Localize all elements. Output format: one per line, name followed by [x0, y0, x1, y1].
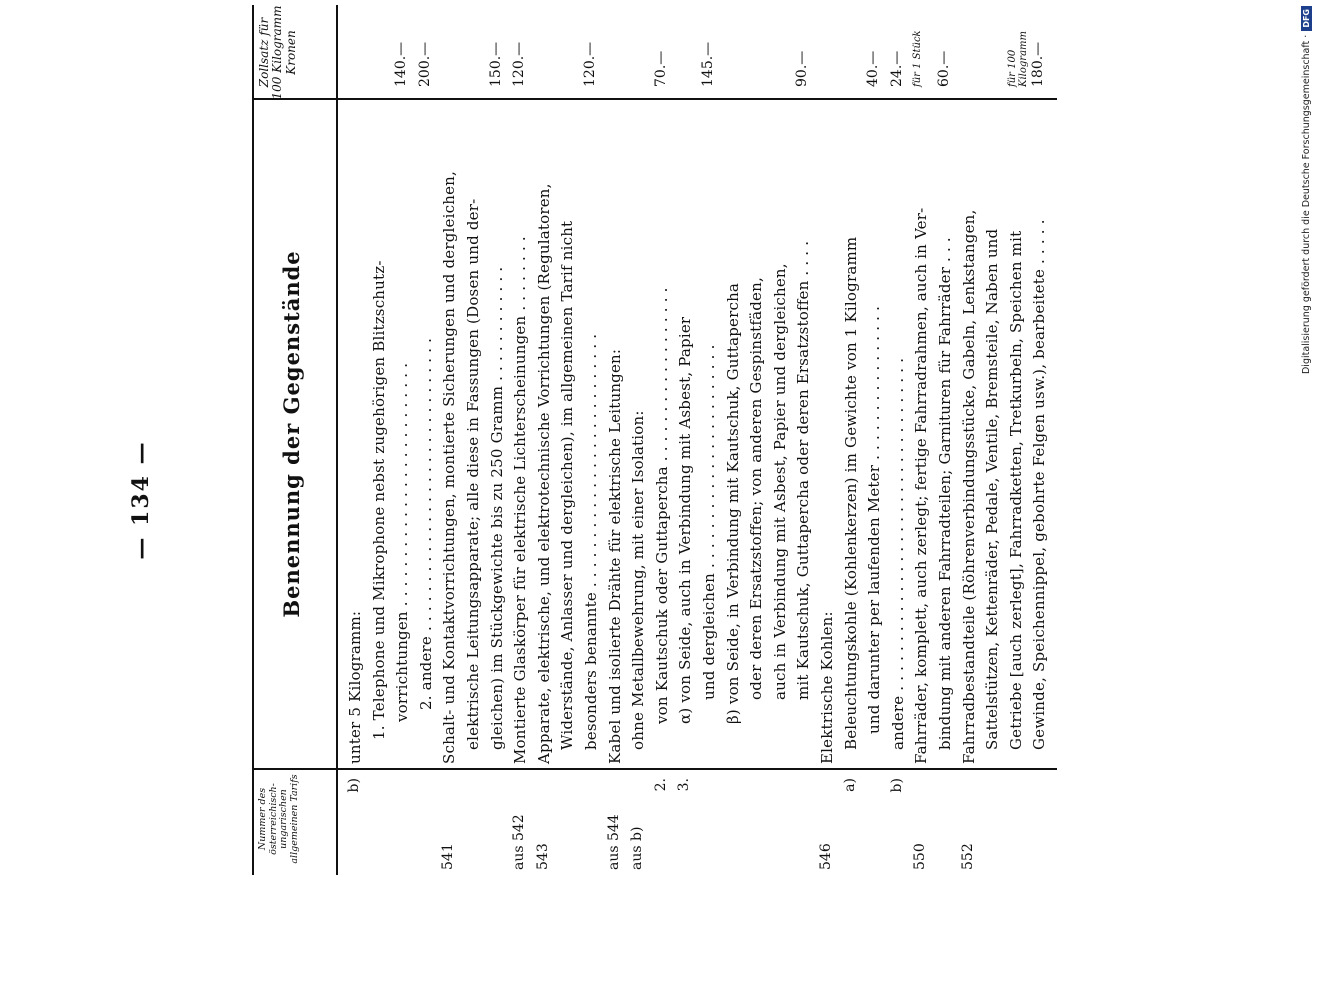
row-rate: 150.— — [487, 41, 504, 87]
row-subindex: b) — [888, 778, 905, 793]
row-rate — [606, 5, 628, 95]
row-description: 1. Telephone und Mikrophone nebst zugehörigen Blitzschutz- — [369, 260, 388, 740]
credit-text: Digitalisierung gefördert durch die Deutsche Forschungsgemeinschaft · — [1300, 34, 1312, 375]
header-number-column: Nummer des österreichisch-ungarischen allgemeinen Tarifs — [257, 774, 300, 864]
row-rate — [558, 5, 580, 95]
row-description: α) von Seide, auch in Verbindung mit Asbest, Papier — [676, 316, 695, 724]
row-rate: 120.— — [582, 41, 598, 87]
row-subindex — [558, 770, 580, 830]
row-description: ohne Metallbewehrung, mit einer Isolation: — [629, 410, 648, 750]
row-subindex: 2. — [652, 778, 669, 792]
row-rate: für 100 Kilogramm — [1006, 31, 1029, 87]
row-rate: 145.— — [700, 41, 716, 87]
row-number: 550 — [912, 843, 929, 870]
row-subindex — [440, 770, 462, 830]
row-subindex — [582, 770, 604, 830]
row-rate — [983, 5, 1005, 95]
row-subindex: b) — [346, 778, 362, 793]
row-rate: 140.— — [393, 41, 410, 87]
row-subindex — [1030, 770, 1052, 830]
row-description: elektrische Leitungsapparate; alle diese in Fassungen (Dosen und der- — [464, 198, 482, 750]
row-number: 543 — [534, 843, 551, 870]
row-rate — [960, 5, 982, 95]
row-number: 552 — [959, 843, 976, 870]
row-rate: 24.— — [888, 50, 905, 87]
header-bottom-rule — [336, 5, 338, 875]
row-subindex — [724, 770, 746, 830]
row-rate — [440, 5, 462, 95]
row-subindex — [960, 770, 982, 830]
row-description: Apparate, elektrische, und elektrotechnische Vorrichtungen (Regulatoren, — [534, 183, 553, 764]
row-description: besonders benannte . . . . . . . . . . . . . . . . . . . . . . . . . . — [582, 333, 600, 750]
row-rate — [818, 5, 840, 95]
row-description: Fahrräder, komplett, auch zerlegt; fertige Fahrradrahmen, auch in Ver- — [912, 207, 931, 764]
row-rate — [346, 5, 368, 95]
row-rate — [724, 5, 746, 95]
row-rate: 70.— — [652, 50, 669, 87]
row-rate: 180.— — [1030, 41, 1047, 87]
row-subindex — [747, 770, 769, 830]
row-subindex — [1007, 770, 1029, 830]
row-description: Montierte Glaskörper für elektrische Lichterscheinungen . . . . . . . . — [511, 236, 530, 764]
row-description: andere . . . . . . . . . . . . . . . . . . . . . . . . . . . . . . . . . . — [888, 357, 907, 750]
row-subindex: a) — [841, 778, 858, 792]
row-description: Beleuchtungskohle (Kohlenkerzen) im Gewichte von 1 Kilogramm — [841, 236, 860, 750]
dfg-logo: DFG — [1301, 6, 1312, 31]
row-description: bindung mit anderen Fahrradteilen; Garnituren für Fahrräder . . . — [936, 237, 954, 750]
header-title-column: Benennung der Gegenstände — [279, 250, 304, 618]
row-subindex — [983, 770, 1005, 830]
row-subindex — [912, 770, 934, 830]
row-subindex — [370, 770, 392, 830]
row-rate — [771, 5, 793, 95]
row-subindex — [464, 770, 486, 830]
row-rate — [747, 5, 769, 95]
row-description: Gewinde, Speichennippel, gebohrte Felgen usw.), bearbeitete . . . . . — [1030, 219, 1049, 750]
row-description: auch in Verbindung mit Asbest, Papier und dergleichen, — [770, 263, 789, 700]
row-subindex — [488, 770, 510, 830]
page-number: — 134 — — [128, 440, 154, 560]
row-description: β) von Seide, in Verbindung mit Kautschuk, Guttapercha — [723, 282, 742, 724]
row-subindex — [865, 770, 887, 830]
row-description: mit Kautschuk, Guttapercha oder deren Ersatzstoffen . . . . — [794, 240, 813, 700]
row-rate — [464, 5, 486, 95]
digitization-credit — [1296, 6, 1316, 426]
row-description: vorrichtungen . . . . . . . . . . . . . . . . . . . . . . . . . — [393, 362, 412, 722]
row-number: 541 — [440, 843, 457, 870]
row-description: Sattelstützen, Kettenräder, Pedale, Ventile, Bremsteile, Naben und — [983, 228, 1002, 750]
row-description: und dergleichen . . . . . . . . . . . . . . . . . . . . . . . — [700, 344, 718, 700]
row-rate: 200.— — [416, 41, 433, 87]
table-top-rule — [252, 5, 254, 875]
row-description: Getriebe [auch zerlegt], Fahrradketten, Tretkurbeln, Speichen mit — [1006, 230, 1025, 750]
row-rate: 60.— — [936, 50, 952, 87]
row-description: unter 5 Kilogramm: — [346, 610, 364, 764]
row-subindex — [700, 770, 722, 830]
row-description: gleichen) im Stückgewichte bis zu 250 Gramm . . . . . . . . . . . . — [487, 266, 506, 750]
row-rate: für 1 Stück — [912, 30, 924, 87]
row-description: Elektrische Kohlen: — [818, 611, 836, 764]
row-number: aus b) — [629, 826, 646, 870]
row-subindex — [535, 770, 557, 830]
row-number: aus 544 — [605, 814, 622, 870]
row-subindex — [417, 770, 439, 830]
row-subindex — [794, 770, 816, 830]
row-rate: 40.— — [865, 50, 882, 87]
row-subindex — [629, 770, 651, 830]
row-description: Kabel und isolierte Drähte für elektrische Leitungen: — [605, 348, 624, 764]
row-subindex — [936, 770, 958, 830]
row-rate — [629, 5, 651, 95]
row-rate: 90.— — [794, 50, 811, 87]
row-subindex — [393, 770, 415, 830]
row-subindex — [511, 770, 533, 830]
header-rate-column: Zollsatz für 100 Kilogramm Kronen — [257, 5, 298, 100]
row-description: Fahrradbestandteile (Röhrenverbindungsstücke, Gabeln, Lenkstangen, — [959, 209, 978, 764]
row-number: 546 — [818, 843, 834, 870]
row-rate — [535, 5, 557, 95]
row-rate — [370, 5, 392, 95]
row-number: aus 542 — [511, 814, 528, 870]
row-description: Widerstände, Anlasser und dergleichen), im allgemeinen Tarif nicht — [558, 220, 577, 750]
row-description: oder deren Ersatzstoffen; von anderen Gespinstfäden, — [747, 277, 766, 700]
row-rate — [842, 5, 864, 95]
row-description: 2. andere . . . . . . . . . . . . . . . . . . . . . . . . . . . . . . — [416, 337, 435, 710]
row-rate: 120.— — [511, 41, 528, 87]
row-subindex: 3. — [676, 778, 693, 792]
row-rate — [676, 5, 698, 95]
row-description: und darunter per laufenden Meter . . . . . . . . . . . . . . . . — [865, 305, 884, 734]
row-subindex — [818, 770, 840, 830]
row-description: Schalt- und Kontaktvorrichtungen, montierte Sicherungen und dergleichen, — [440, 171, 459, 764]
row-description: von Kautschuk oder Guttapercha . . . . . . . . . . . . . . . . . . — [652, 287, 671, 724]
row-subindex — [606, 770, 628, 830]
row-subindex — [771, 770, 793, 830]
column-rule-right — [252, 98, 1057, 100]
